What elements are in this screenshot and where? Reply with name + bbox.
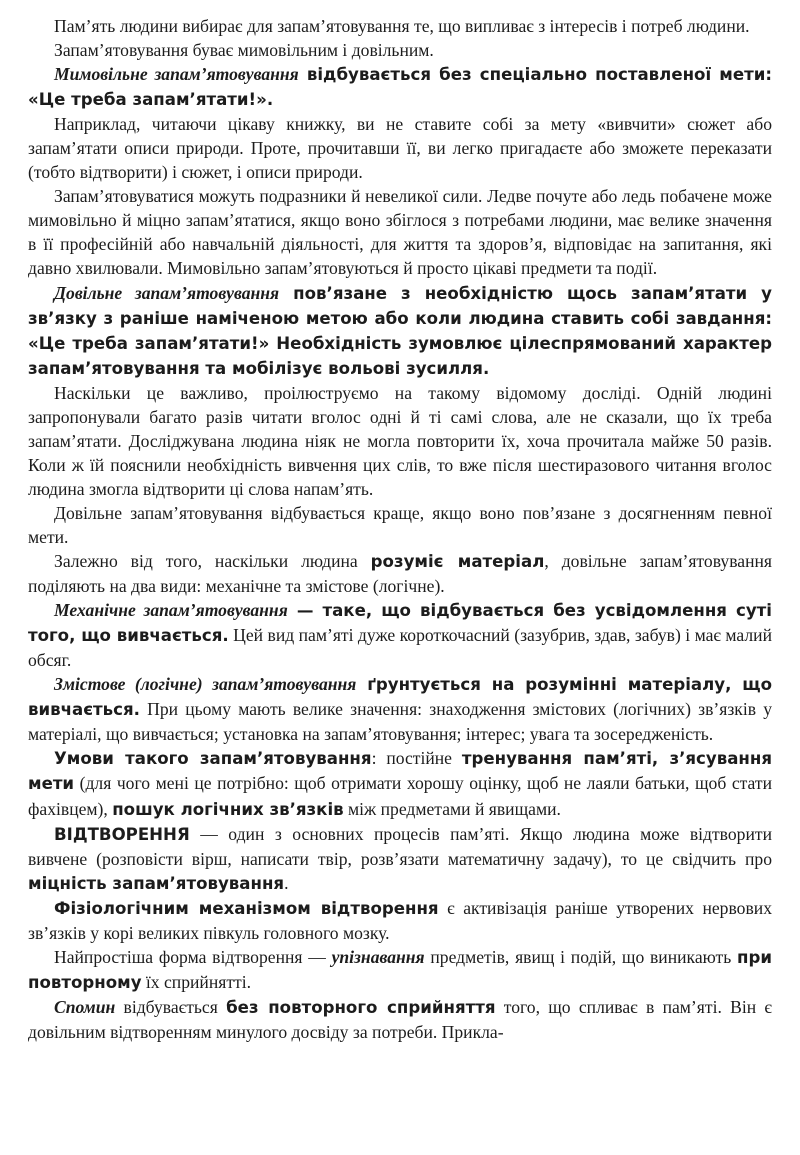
body-text: відбувається — [115, 996, 227, 1017]
emphasis-text: відбувається без спеціально поставленої мети: «Це треба запам’ятати!». — [28, 65, 772, 110]
paragraph-p13 — [28, 822, 772, 896]
emphasis-text: ВІДТВОРЕННЯ — [54, 824, 190, 844]
body-text: їх сприйнятті. — [141, 971, 252, 992]
emphasis-text: Фізіологічним механізмом відтворення — [54, 898, 439, 918]
paragraph-p16 — [28, 995, 772, 1044]
body-text: — один з основних процесів пам’яті. Якщо людина може відтворити вивчене (розповісти вірш, написати твір, розв’язати математичну задачу), то це свідчить про — [28, 823, 772, 869]
emphasis-text: пов’язане з необхідністю щось запам’ятати у зв’язку з раніше наміченою метою або коли людина ставить собі завдання: «Це треба запам’ятати!» Необхідність зумовлює цілеспрямований характер запам’ятовування та мобілізує вольові зусилля. — [28, 283, 772, 378]
emphasis-text: Механічне запам’ятовування — [54, 600, 288, 621]
emphasis-text: Довільне запам’ятовування — [54, 282, 280, 303]
body-text: є активізація раніше утворених нервових зв’язків у корі великих півкуль головного мозку. — [28, 897, 772, 943]
paragraph-p10 — [28, 598, 772, 672]
body-text: При цьому мають велике значення: знаходження змістових (логічних) зв’язків у матеріалі, що вивчається; установка на запам’ятовування; інтерес; увага та зосередженість. — [28, 699, 772, 745]
emphasis-text: тренування пам’яті, з’ясування мети — [28, 749, 772, 794]
emphasis-text: упізнавання — [331, 946, 425, 967]
paragraph-p7 — [28, 381, 772, 501]
body-text: Запам’ятовуватися можуть подразники й невеликої сили. Ледве почуте або ледь побачене може мимовільно й міцно запам’ятатися, якщо воно збіглося з потребами людини, має велике значення в її професійній або навчальній діяльності, для життя та здоров’я, відповідає на запитання, які давно хвилювали. Мимовільно запам’ятовуються й просто цікаві предмети та події. — [28, 186, 772, 279]
body-text: між предметами й явищами. — [343, 798, 561, 819]
paragraph-p8 — [28, 501, 772, 549]
emphasis-text: Змістове (логічне) запам’ятовування — [54, 674, 357, 695]
emphasis-text: міцність запам’ятовування — [28, 873, 285, 893]
paragraph-p4 — [28, 112, 772, 184]
page-content — [28, 14, 772, 1044]
body-text: Пам’ять людини вибирає для запам’ятовування те, що випливає з інтересів і потреб людини. — [54, 16, 750, 36]
body-text: Найпростіша форма відтворення — — [54, 946, 332, 967]
body-text: предметів, явищ і подій, що виникають — [424, 946, 737, 967]
paragraph-p12 — [28, 746, 772, 821]
emphasis-text: при повторному — [28, 947, 772, 992]
emphasis-text: Мимовільне запам’ятовування — [54, 64, 299, 85]
body-text: . — [284, 872, 289, 893]
paragraph-p1 — [28, 14, 772, 38]
emphasis-text: Умови такого запам’ятовування — [54, 749, 372, 769]
body-text: того, що спливає в пам’яті. Він є довільним відтворенням минулого досвіду за потреби. Прикла- — [28, 996, 772, 1042]
paragraph-p15 — [28, 945, 772, 995]
body-text: Цей вид пам’яті дуже короткочасний (зазубрив, здав, забув) і має малий обсяг. — [28, 625, 772, 671]
paragraph-p6 — [28, 281, 772, 381]
paragraph-p14 — [28, 896, 772, 945]
body-text: Довільне запам’ятовування відбувається краще, якщо воно пов’язане з досягненням певної мети. — [28, 502, 772, 547]
body-text: Наприклад, читаючи цікаву книжку, ви не ставите собі за мету «вивчити» сюжет або запам’ятати описи природи. Проте, прочитавши її, ви легко пригадаєте або зможете переказати (тобто відтворити) і сюжет, і описи природи. — [28, 114, 772, 183]
body-text: Залежно від того, наскільки людина — [54, 551, 371, 572]
paragraph-p9 — [28, 549, 772, 598]
emphasis-text: — таке, що відбувається без усвідомлення суті того, що вивчається. — [28, 601, 772, 646]
emphasis-text: без повторного сприйняття — [226, 997, 496, 1017]
emphasis-text: Спомин — [54, 996, 116, 1017]
body-text: , довільне запам’ятовування поділяють на два види: механічне та змістове (логічне). — [28, 551, 772, 597]
paragraph-p3 — [28, 62, 772, 112]
body-text: Наскільки це важливо, проілюструємо на такому відомому досліді. Одній людині запропонували багато разів читати вголос одні й ті самі слова, але не сказали, що їх треба запам’ятати. Досліджувана людина ніяк не могла повторити їх, хоча прочитала майже 50 разів. Коли ж їй пояснили необхідність вивчення цих слів, то вже після шестиразового читання вголос людина змогла відтворити ці слова напам’ять. — [28, 382, 772, 499]
emphasis-text: ґрунтується на розумінні матеріалу, що вивчається. — [28, 675, 772, 720]
paragraph-p5 — [28, 184, 772, 280]
emphasis-text: розуміє матеріал — [370, 552, 545, 572]
body-text: (для чого мені це потрібно: щоб отримати хорошу оцінку, щоб не лаяли батьки, щоб стати фахівцем), — [28, 773, 772, 819]
body-text: : постійне — [371, 748, 462, 769]
paragraph-p11 — [28, 672, 772, 746]
body-text: Запам’ятовування буває мимовільним і довільним. — [54, 40, 434, 61]
emphasis-text: пошук логічних зв’язків — [112, 799, 344, 819]
paragraph-p2 — [28, 38, 772, 62]
